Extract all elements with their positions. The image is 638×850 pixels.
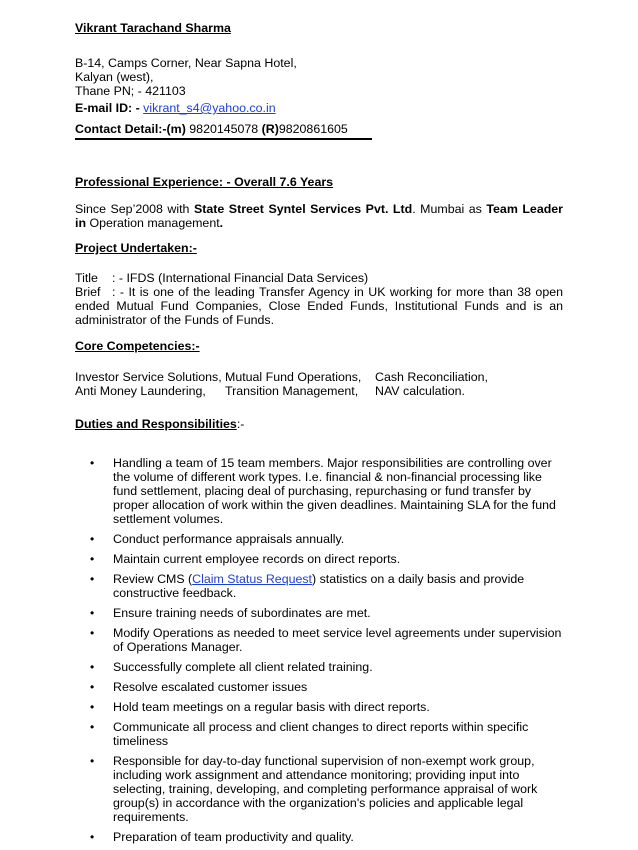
experience-text — [75, 202, 563, 230]
experience-role: Team Leader in — [75, 202, 563, 230]
contact-row — [75, 122, 348, 136]
list-item — [75, 720, 565, 748]
duties-heading-row — [75, 417, 244, 431]
contact-res: 9820861605 — [278, 122, 348, 136]
bullet-icon: • — [90, 456, 95, 470]
duty-text: Communicate all process and client changes to direct reports within specific timeliness — [113, 720, 529, 748]
bullet-icon: • — [90, 532, 95, 546]
duty-text: Handling a team of 15 team members. Major responsibilities are controlling over the volume of different work types. I.e. financial & non-financial processing like fund settlement, placing deal of purchasing, repurchasing or fund transfer by proper allocation of work within the given deadlines. Maintaining SLA for the fund settlement volumes. — [113, 456, 556, 526]
project-title-label: Title — [75, 271, 98, 285]
list-item — [75, 680, 565, 694]
list-item — [75, 572, 565, 600]
competency-item: Mutual Fund Operations, — [225, 370, 362, 384]
duties-list — [75, 456, 565, 850]
contact-res-label: (R) — [261, 122, 279, 136]
project-brief-value: : - It is one of the leading Transfer Agency in UK working for more than 38 open ended Mutual Fund Companies, Close Ended Funds, Institutional Funds and is an administrator of the Funds of Funds. — [75, 285, 563, 327]
list-item — [75, 552, 565, 566]
duty-text: Review CMS ( — [113, 572, 193, 586]
experience-heading: Professional Experience: - Overall 7.6 Years — [75, 175, 334, 189]
email-row — [75, 101, 276, 115]
duty-text: Responsible for day-to-day functional supervision of non-exempt work group, including work assignment and attendance monitoring; providing input into selecting, training, developing, and completing performance appraisal of work group(s) in accordance with the organization's policies and applicable legal requirements. — [113, 754, 538, 824]
competencies-heading: Core Competencies:- — [75, 339, 200, 353]
project-title-value: : - IFDS (International Financial Data Services) — [112, 271, 369, 285]
competency-item: Cash Reconciliation, — [375, 370, 488, 384]
list-item — [75, 532, 565, 546]
contact-mobile: 9820145078 — [189, 122, 259, 136]
candidate-name: Vikrant Tarachand Sharma — [75, 21, 231, 35]
bullet-icon: • — [90, 606, 95, 620]
address-line-2: Kalyan (west), — [75, 70, 154, 84]
competency-item: Investor Service Solutions, — [75, 370, 222, 384]
competencies-column-2 — [225, 370, 361, 398]
duty-text: Resolve escalated customer issues — [113, 680, 308, 694]
duty-text: ) statistics on a daily basis and provide constructive feedback. — [113, 572, 525, 600]
duties-heading-suffix: :- — [236, 417, 245, 431]
list-item — [75, 700, 565, 714]
claim-status-request-link[interactable]: Claim Status Request — [192, 572, 313, 586]
competency-item: Transition Management, — [225, 384, 359, 398]
bullet-icon: • — [90, 680, 95, 694]
bullet-icon: • — [90, 626, 95, 640]
duty-text: Maintain current employee records on direct reports. — [113, 552, 401, 566]
list-item — [75, 606, 565, 620]
competencies-column-3 — [375, 370, 488, 398]
project-brief-row — [75, 285, 563, 327]
experience-prefix: Since Sep’2008 with — [75, 202, 190, 216]
bullet-icon: • — [90, 660, 95, 674]
project-brief-label: Brief — [75, 285, 101, 299]
bullet-icon: • — [90, 720, 95, 734]
experience-middle: . Mumbai as — [412, 202, 482, 216]
duty-text: Ensure training needs of subordinates are met. — [113, 606, 371, 620]
competency-item: NAV calculation. — [375, 384, 465, 398]
address-line-1: B-14, Camps Corner, Near Sapna Hotel, — [75, 56, 297, 70]
bullet-icon: • — [90, 572, 95, 586]
contact-label: Contact Detail:-(m) — [75, 122, 186, 136]
experience-suffix: Operation management — [89, 216, 220, 230]
header-divider — [75, 138, 372, 140]
email-label: E-mail ID: - — [75, 101, 140, 115]
duty-text: Successfully complete all client related training. — [113, 660, 373, 674]
duties-heading: Duties and Responsibilities — [75, 417, 237, 431]
email-link[interactable]: vikrant_s4@yahoo.co.in — [143, 101, 276, 115]
project-title-row — [75, 271, 565, 285]
experience-company: State Street Syntel Services Pvt. Ltd — [193, 202, 413, 216]
bullet-icon: • — [90, 830, 95, 844]
duty-text: Modify Operations as needed to meet service level agreements under supervision of Operations Manager. — [113, 626, 562, 654]
list-item — [75, 754, 565, 824]
duty-text: Conduct performance appraisals annually. — [113, 532, 345, 546]
duty-text: Preparation of team productivity and quality. — [113, 830, 354, 844]
project-heading: Project Undertaken:- — [75, 241, 197, 255]
list-item — [75, 456, 565, 526]
competency-item: Anti Money Laundering, — [75, 384, 206, 398]
duty-text: Hold team meetings on a regular basis with direct reports. — [113, 700, 430, 714]
bullet-icon: • — [90, 552, 95, 566]
bullet-icon: • — [90, 700, 95, 714]
list-item — [75, 830, 565, 844]
address-line-3: Thane PN; - 421103 — [75, 84, 186, 98]
bullet-icon: • — [90, 754, 95, 768]
list-item — [75, 660, 565, 674]
competencies-column-1 — [75, 370, 222, 398]
experience-end: . — [219, 216, 224, 230]
list-item — [75, 626, 565, 654]
